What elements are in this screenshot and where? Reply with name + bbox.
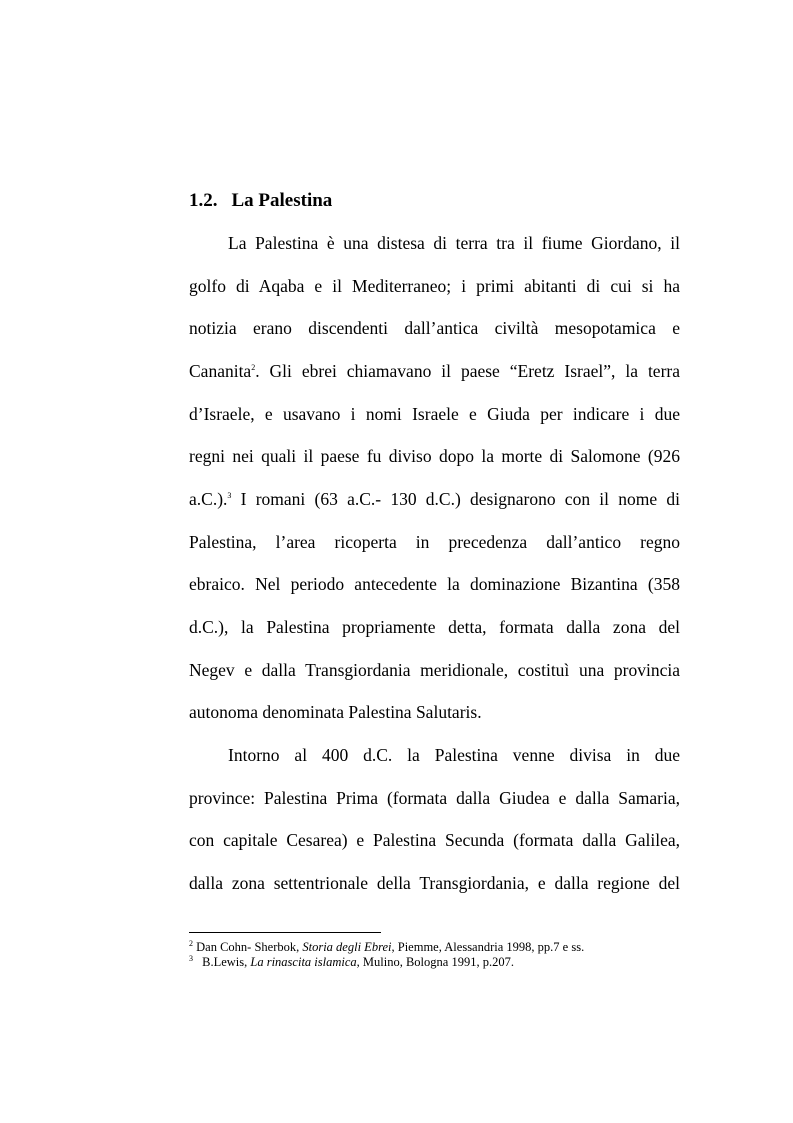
footnote-separator [189,932,381,933]
section-title: La Palestina [231,190,333,211]
body-line: golfo di Aqaba e il Mediterraneo; i primi abitanti di cui si ha [189,276,680,296]
section-heading [189,190,332,212]
body-line: con capitale Cesarea) e Palestina Secunda (formata dalla Galilea, [189,830,680,850]
body-line: autonoma denominata Palestina Salutaris. [189,702,482,722]
body-text: a.C.). [189,489,228,509]
body-line: d.C.), la Palestina propriamente detta, formata dalla zona del [189,617,680,637]
footnote-ref: 3 [227,491,232,501]
footnote-details: , Mulino, Bologna 1991, p.207. [356,955,514,969]
body-line: d’Israele, e usavano i nomi Israele e Giuda per indicare i due [189,404,680,424]
body-line [189,360,680,382]
body-line: dalla zona settentrionale della Transgiordania, e dalla regione del [189,873,680,893]
body-line [189,488,680,510]
footnote-author: B.Lewis, [202,955,248,969]
body-line: Negev e dalla Transgiordania meridionale, costituì una provincia [189,660,680,680]
footnote-title: La rinascita islamica [250,955,357,969]
footnote-author: Dan Cohn- Sherbok, [196,940,300,954]
footnote-number: 3 [189,953,193,963]
body-line: La Palestina è una distesa di terra tra il fiume Giordano, il [228,233,680,253]
footnote [189,955,514,969]
footnote-details: , Piemme, Alessandria 1998, pp.7 e ss. [391,940,585,954]
body-line: regni nei quali il paese fu diviso dopo la morte di Salomone (926 [189,446,680,466]
footnote-number: 2 [189,938,193,948]
body-text: . Gli ebrei chiamavano il paese “Eretz Israel”, la terra [255,361,680,381]
body-text: I romani (63 a.C.- 130 d.C.) designarono con il nome di [231,489,680,509]
body-line: notizia erano discendenti dall’antica civiltà mesopotamica e [189,318,680,338]
body-line: Palestina, l’area ricoperta in precedenza dall’antico regno [189,532,680,552]
body-text: Cananita [189,361,252,381]
footnote-ref: 2 [251,363,256,373]
body-line: province: Palestina Prima (formata dalla Giudea e dalla Samaria, [189,788,680,808]
section-number: 1.2. [189,190,218,211]
body-line: Intorno al 400 d.C. la Palestina venne divisa in due [228,745,680,765]
footnote [189,940,584,954]
footnote-title: Storia degli Ebrei [302,940,392,954]
body-line: ebraico. Nel periodo antecedente la dominazione Bizantina (358 [189,574,680,594]
